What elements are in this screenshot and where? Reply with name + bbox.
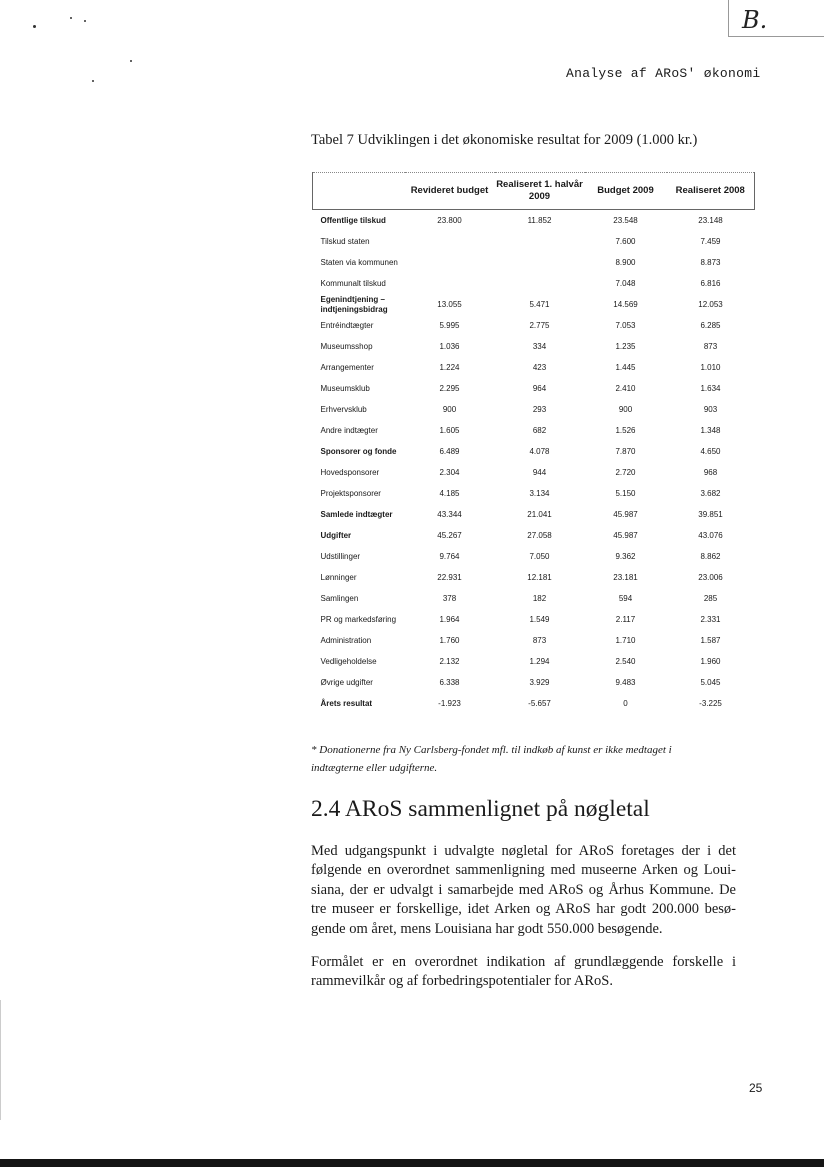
table-row	[313, 672, 755, 693]
table-cell: 43.076	[698, 531, 723, 540]
table-cell: 23.006	[698, 573, 723, 582]
table-header-cell: Realiseret 1. halvår 2009	[495, 173, 585, 210]
row-label: Samlingen	[320, 593, 359, 603]
table-cell: 9.483	[615, 678, 636, 687]
row-label: Kommunalt tilskud	[320, 278, 386, 288]
table-cell	[495, 252, 585, 273]
table-cell: 1.760	[439, 636, 460, 645]
table-cell: 4.185	[439, 489, 460, 498]
row-label: Tilskud staten	[320, 236, 370, 246]
table-cell: 8.873	[700, 258, 721, 267]
row-label: Sponsorer og fonde	[320, 446, 397, 456]
scan-edge	[0, 1000, 1, 1120]
table-cell	[495, 231, 585, 252]
table-row	[313, 567, 755, 588]
table-cell: 1.224	[439, 363, 460, 372]
table-cell: 594	[618, 594, 633, 603]
row-label: Årets resultat	[320, 698, 373, 708]
table-row	[313, 399, 755, 420]
table-row	[313, 210, 755, 232]
table-cell: 8.862	[700, 552, 721, 561]
table-cell: 1.526	[615, 426, 636, 435]
row-label: Andre indtægter	[320, 425, 378, 435]
page-number: 25	[749, 1081, 763, 1095]
table-cell: 285	[703, 594, 718, 603]
table-cell: 6.489	[439, 447, 460, 456]
scan-speck	[84, 20, 86, 22]
table-row	[313, 483, 755, 504]
table-cell	[495, 273, 585, 294]
table-cell: 21.041	[527, 510, 552, 519]
row-label: Arrangementer	[320, 362, 374, 372]
table-header-cell: Revideret budget	[405, 173, 495, 210]
row-label: Projektsponsorer	[320, 488, 381, 498]
table-row	[313, 420, 755, 441]
table-cell: 2.775	[529, 321, 550, 330]
table-cell: 3.134	[529, 489, 550, 498]
table-cell: 3.682	[700, 489, 721, 498]
row-label: Museumsklub	[320, 383, 370, 393]
scan-bottom-bar	[0, 1159, 824, 1167]
scan-speck	[70, 17, 72, 19]
body-paragraph: Med udgangspunkt i udvalgte nøgletal for ARoS foretages der i det følgende en overordnet sammenligning med museerne Arken og Louisiana, der er udvalgt i samarbejde med ARoS og Århus Kommune. De tre museer er forskellige, idet Arken og ARoS har godt 200.000 besøgende om året, mens Louisiana har godt 550.000 besøgende.	[311, 843, 736, 937]
row-label: Udgifter	[320, 530, 352, 540]
table-cell: 182	[532, 594, 547, 603]
row-label: PR og markedsføring	[320, 614, 397, 624]
table-row	[313, 357, 755, 378]
table-cell: 903	[703, 405, 718, 414]
scan-speck	[33, 25, 36, 28]
row-label: Øvrige udgifter	[320, 677, 373, 687]
row-label: Administration	[320, 635, 372, 645]
table-row	[313, 546, 755, 567]
row-label: Vedligeholdelse	[320, 656, 377, 666]
running-head: Analyse af ARoS' økonomi	[566, 66, 761, 81]
row-label: Museumsshop	[320, 341, 373, 351]
table-cell: 13.055	[437, 300, 462, 309]
table-cell: 1.710	[615, 636, 636, 645]
table-cell: 11.852	[527, 216, 552, 225]
row-label: Samlede indtægter	[320, 509, 393, 519]
table-cell: 7.600	[615, 237, 636, 246]
row-label: Staten via kommunen	[320, 257, 398, 267]
table-cell: 7.053	[615, 321, 636, 330]
row-label: Hovedsponsorer	[320, 467, 380, 477]
table-row	[313, 378, 755, 399]
body-paragraph: Formålet er en overordnet indikation af grundlæggende forskelle i rammevilkår og af forbedringspotentialer for ARoS.	[311, 954, 736, 990]
table-cell: 2.304	[439, 468, 460, 477]
table-cell: 45.987	[613, 510, 638, 519]
table-cell: 423	[532, 363, 547, 372]
table-cell: 8.900	[615, 258, 636, 267]
table-cell: 0	[623, 699, 628, 708]
table-row	[313, 441, 755, 462]
table-cell: 873	[703, 342, 718, 351]
table-cell: 12.053	[698, 300, 723, 309]
table-cell: 4.078	[529, 447, 550, 456]
table-row	[313, 336, 755, 357]
results-table	[312, 172, 755, 714]
table-cell: 22.931	[437, 573, 462, 582]
handwritten-mark: B.	[742, 6, 768, 34]
table-cell: 378	[442, 594, 457, 603]
table-cell: 6.816	[700, 279, 721, 288]
table-cell: -3.225	[699, 699, 722, 708]
table-row	[313, 609, 755, 630]
table-cell: 1.960	[700, 657, 721, 666]
table-cell	[405, 231, 495, 252]
table-cell: 9.764	[439, 552, 460, 561]
table-cell: 334	[532, 342, 547, 351]
table-cell: 4.650	[700, 447, 721, 456]
table-caption: Tabel 7 Udviklingen i det økonomiske resultat for 2009 (1.000 kr.)	[311, 132, 698, 148]
table-cell: 6.338	[439, 678, 460, 687]
row-label: Lønninger	[320, 572, 357, 582]
table-row	[313, 294, 755, 315]
table-header-row	[313, 173, 755, 210]
table-row	[313, 252, 755, 273]
table-cell: 1.587	[700, 636, 721, 645]
table-cell: 2.410	[615, 384, 636, 393]
table-header-cell: Budget 2009	[585, 173, 667, 210]
table-cell: 23.548	[613, 216, 638, 225]
table-footnote: * Donationerne fra Ny Carlsberg-fondet mfl. til indkøb af kunst er ikke medtaget i indtægterne eller udgifterne.	[311, 744, 672, 774]
row-label: Udstillinger	[320, 551, 361, 561]
table-cell: 45.987	[613, 531, 638, 540]
table-cell: 5.045	[700, 678, 721, 687]
table-cell: -5.657	[528, 699, 551, 708]
table-cell: 944	[532, 468, 547, 477]
table-cell: 1.634	[700, 384, 721, 393]
table-cell	[405, 273, 495, 294]
table-cell: 23.148	[698, 216, 723, 225]
table-cell: 1.036	[439, 342, 460, 351]
table-cell: 1.294	[529, 657, 550, 666]
table-cell: 1.445	[615, 363, 636, 372]
table-cell: 1.010	[700, 363, 721, 372]
table-row	[313, 504, 755, 525]
table-cell: 45.267	[437, 531, 462, 540]
table-cell: 7.048	[615, 279, 636, 288]
table-cell: 27.058	[527, 531, 552, 540]
table-cell: 1.964	[439, 615, 460, 624]
table-cell: 2.540	[615, 657, 636, 666]
table-cell: 23.181	[613, 573, 638, 582]
results-table-container	[312, 172, 754, 714]
table-cell: 293	[532, 405, 547, 414]
table-cell: 1.348	[700, 426, 721, 435]
table-cell: 7.050	[529, 552, 550, 561]
scan-speck	[92, 80, 94, 82]
table-cell: 5.471	[529, 300, 550, 309]
table-header-cell: Realiseret 2008	[667, 173, 755, 210]
table-row	[313, 315, 755, 336]
row-label: Egenindtjening – indtjeningsbidrag	[320, 294, 388, 314]
table-cell: 6.285	[700, 321, 721, 330]
table-cell: 2.331	[700, 615, 721, 624]
table-cell: 1.549	[529, 615, 550, 624]
table-cell: 2.295	[439, 384, 460, 393]
table-cell: 2.132	[439, 657, 460, 666]
table-row	[313, 462, 755, 483]
table-row	[313, 588, 755, 609]
table-header-cell	[313, 173, 405, 210]
table-cell: 1.605	[439, 426, 460, 435]
table-cell: 2.117	[615, 615, 636, 624]
table-cell: 43.344	[437, 510, 462, 519]
table-row	[313, 693, 755, 714]
table-cell	[405, 252, 495, 273]
table-cell: 682	[532, 426, 547, 435]
table-cell: 968	[703, 468, 718, 477]
table-cell: 2.720	[615, 468, 636, 477]
row-label: Entréindtægter	[320, 320, 374, 330]
table-cell: 5.150	[615, 489, 636, 498]
scan-speck	[130, 60, 132, 62]
table-body	[313, 210, 755, 715]
table-cell: 39.851	[698, 510, 723, 519]
table-cell: 7.870	[615, 447, 636, 456]
section-heading: 2.4 ARoS sammenlignet på nøgletal	[311, 796, 650, 822]
table-row	[313, 273, 755, 294]
table-row	[313, 630, 755, 651]
table-cell: 1.235	[615, 342, 636, 351]
table-row	[313, 231, 755, 252]
table-cell: 23.800	[437, 216, 462, 225]
table-cell: 14.569	[613, 300, 638, 309]
table-cell: 964	[532, 384, 547, 393]
table-cell: 9.362	[615, 552, 636, 561]
table-cell: 900	[618, 405, 633, 414]
table-cell: 5.995	[439, 321, 460, 330]
table-cell: 900	[442, 405, 457, 414]
table-cell: -1.923	[438, 699, 461, 708]
row-label: Offentlige tilskud	[320, 215, 386, 225]
row-label: Erhvervsklub	[320, 404, 367, 414]
table-row	[313, 525, 755, 546]
table-row	[313, 651, 755, 672]
table-cell: 3.929	[529, 678, 550, 687]
table-cell: 12.181	[527, 573, 552, 582]
table-cell: 873	[532, 636, 547, 645]
table-cell: 7.459	[700, 237, 721, 246]
